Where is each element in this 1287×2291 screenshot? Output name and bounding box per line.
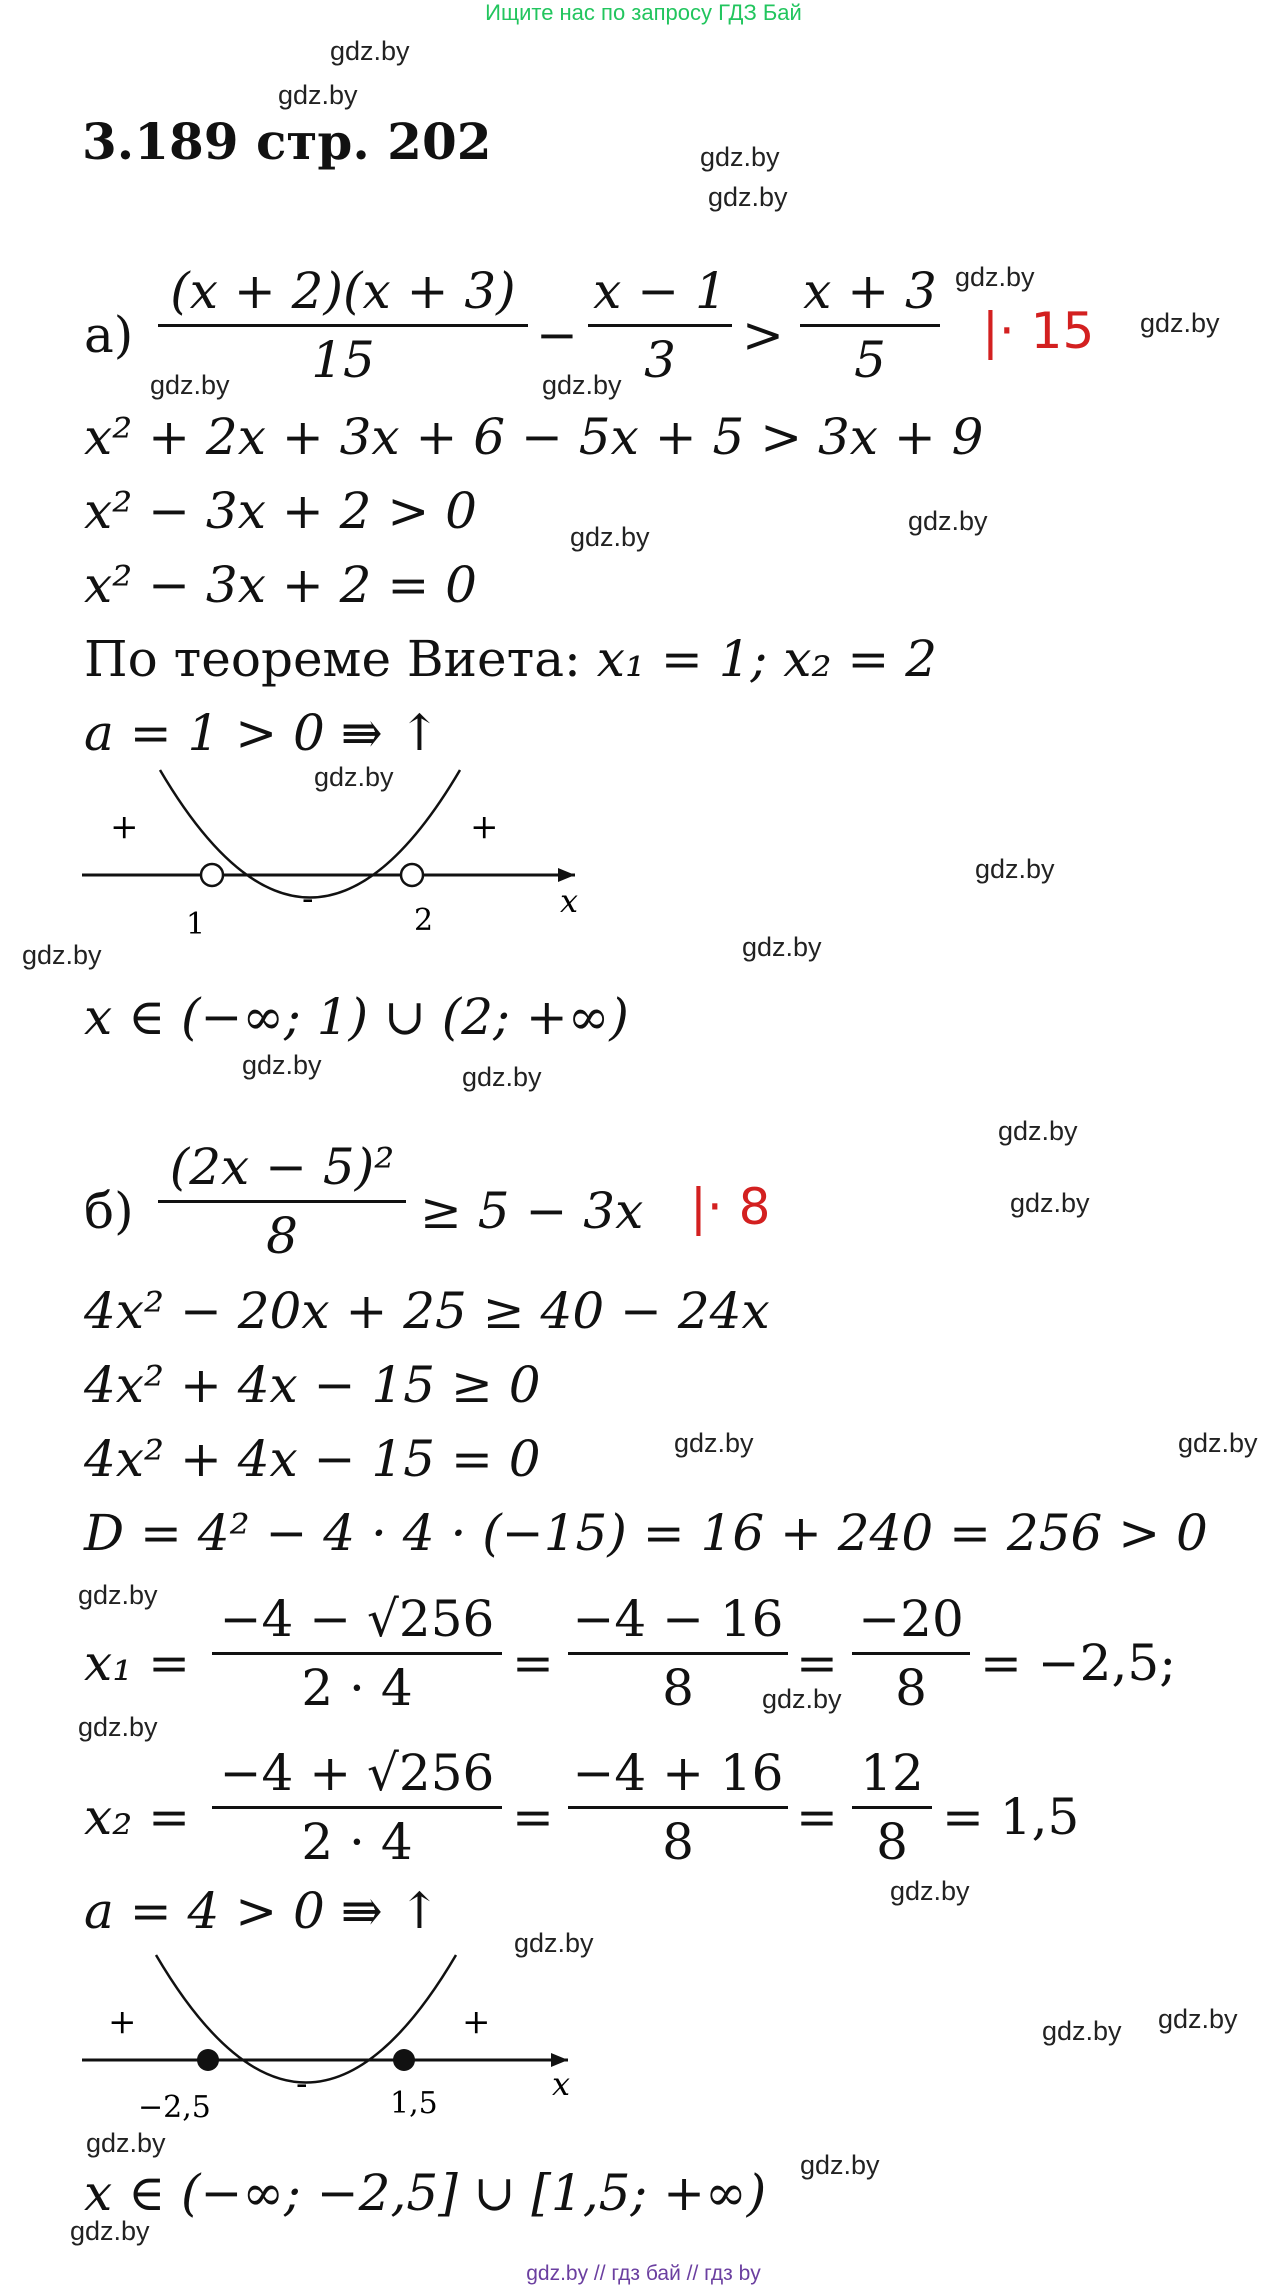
vieta-roots: x₁ = 1; x₂ = 2: [596, 630, 938, 688]
denominator: 8: [662, 1659, 694, 1717]
plus-left-label: +: [110, 807, 139, 847]
x2-lhs: x₂ =: [84, 1788, 191, 1846]
fraction-bar: [800, 324, 940, 327]
watermark: gdz.by: [278, 80, 358, 110]
watermark: gdz.by: [998, 1116, 1078, 1146]
denominator: 8: [876, 1813, 908, 1871]
part-b-step-3: 4x² + 4x − 15 = 0: [84, 1430, 541, 1488]
footer-links[interactable]: gdz.by // гдз бай // гдз by: [526, 2262, 761, 2285]
numerator: (x + 2)(x + 3): [170, 262, 516, 320]
numerator: x + 3: [803, 262, 937, 320]
watermark: gdz.by: [462, 1062, 542, 1092]
denominator: 8: [662, 1813, 694, 1871]
part-b-rhs: ≥ 5 − 3x: [420, 1182, 644, 1240]
plus-right-label: +: [462, 2002, 491, 2042]
watermark: gdz.by: [1042, 2016, 1122, 2046]
watermark: gdz.by: [700, 142, 780, 172]
watermark: gdz.by: [314, 762, 394, 792]
equals-sign: =: [512, 1634, 554, 1692]
denominator: 2 · 4: [301, 1659, 413, 1717]
watermark: gdz.by: [70, 2216, 150, 2246]
part-b-leading-coef: a = 4 > 0 ⇛ ↑: [84, 1882, 441, 1940]
x2-fraction-3: [852, 1742, 932, 1873]
root1-label: 1: [186, 907, 206, 942]
numerator: x − 1: [593, 262, 727, 320]
denominator: 15: [311, 331, 375, 389]
plus-right-label: +: [470, 807, 499, 847]
numerator: −4 − √256: [219, 1590, 495, 1648]
minus-mid-label: -: [302, 879, 314, 919]
numerator: 12: [860, 1744, 924, 1802]
x1-fraction-2: [568, 1588, 788, 1719]
numerator: −4 − 16: [572, 1590, 784, 1648]
part-a-vieta: [84, 630, 937, 688]
minus-sign: −: [536, 306, 578, 364]
numerator: (2x − 5)²: [169, 1138, 395, 1196]
fraction-bar: [568, 1652, 788, 1655]
part-b-sign-graph: [70, 1945, 610, 2145]
numerator: −4 + 16: [572, 1744, 784, 1802]
watermark: gdz.by: [242, 1050, 322, 1080]
denominator: 2 · 4: [301, 1813, 413, 1871]
part-b-step-1: 4x² − 20x + 25 ≥ 40 − 24x: [84, 1282, 770, 1340]
watermark: gdz.by: [1178, 1428, 1258, 1458]
watermark: gdz.by: [330, 36, 410, 66]
watermark: gdz.by: [86, 2128, 166, 2158]
denominator: 8: [266, 1207, 298, 1265]
filled-point-root1: [197, 2049, 219, 2071]
fraction-bar: [212, 1652, 502, 1655]
x1-result: = −2,5;: [980, 1634, 1177, 1692]
part-b-answer: x ∈ (−∞; −2,5] ∪ [1,5; +∞): [84, 2164, 767, 2222]
watermark: gdz.by: [570, 522, 650, 552]
denominator: 3: [644, 331, 676, 389]
part-a-sign-graph: [70, 760, 610, 960]
watermark: gdz.by: [674, 1428, 754, 1458]
watermark: gdz.by: [78, 1580, 158, 1610]
watermark: gdz.by: [78, 1712, 158, 1742]
fraction-bar: [212, 1806, 502, 1809]
top-banner[interactable]: Ищите нас по запросу ГДЗ Бай: [485, 0, 802, 25]
watermark: gdz.by: [975, 854, 1055, 884]
watermark: gdz.by: [22, 940, 102, 970]
fraction-bar: [568, 1806, 788, 1809]
watermark: gdz.by: [955, 262, 1035, 292]
denominator: 8: [895, 1659, 927, 1717]
axis-label: x: [552, 2065, 571, 2103]
part-a-answer: x ∈ (−∞; 1) ∪ (2; +∞): [84, 988, 629, 1046]
open-point-root1: [201, 864, 223, 886]
part-b-fraction: [158, 1136, 406, 1267]
problem-title: 3.189 стр. 202: [82, 112, 492, 171]
part-b-label: б): [84, 1182, 134, 1240]
root2-label: 2: [414, 903, 434, 938]
numerator: −4 + √256: [219, 1744, 495, 1802]
fraction-bar: [852, 1652, 970, 1655]
watermark: gdz.by: [542, 370, 622, 400]
x1-fraction-1: [212, 1588, 502, 1719]
fraction-bar: [158, 324, 528, 327]
watermark: gdz.by: [800, 2150, 880, 2180]
multiplier-8: |· 8: [690, 1178, 771, 1236]
part-a-fraction-1: [158, 260, 528, 391]
watermark: gdz.by: [908, 506, 988, 536]
x2-result: = 1,5: [942, 1788, 1080, 1846]
watermark: gdz.by: [1158, 2004, 1238, 2034]
x1-lhs: x₁ =: [84, 1634, 191, 1692]
watermark: gdz.by: [762, 1684, 842, 1714]
root1-label: −2,5: [138, 2090, 211, 2125]
part-a-step-2: x² − 3x + 2 > 0: [84, 482, 477, 540]
fraction-bar: [852, 1806, 932, 1809]
plus-left-label: +: [108, 2002, 137, 2042]
part-a-fraction-2: [588, 260, 732, 391]
part-a-fraction-3: [800, 260, 940, 391]
multiplier-15: |· 15: [982, 302, 1095, 360]
vieta-text: По теореме Виета:: [84, 630, 597, 688]
denominator: 5: [854, 331, 886, 389]
part-a-label: а): [84, 306, 134, 364]
watermark: gdz.by: [1010, 1188, 1090, 1218]
watermark: gdz.by: [708, 182, 788, 212]
equals-sign: =: [512, 1788, 554, 1846]
fraction-bar: [158, 1200, 406, 1203]
watermark: gdz.by: [890, 1876, 970, 1906]
watermark: gdz.by: [742, 932, 822, 962]
x2-fraction-2: [568, 1742, 788, 1873]
open-point-root2: [401, 864, 423, 886]
greater-sign: >: [742, 306, 784, 364]
numerator: −20: [858, 1590, 964, 1648]
root2-label: 1,5: [390, 2086, 438, 2121]
filled-point-root2: [393, 2049, 415, 2071]
watermark: gdz.by: [150, 370, 230, 400]
equals-sign: =: [796, 1634, 838, 1692]
minus-mid-label: -: [296, 2064, 308, 2104]
x2-fraction-1: [212, 1742, 502, 1873]
part-a-leading-coef: a = 1 > 0 ⇛ ↑: [84, 704, 441, 762]
equals-sign: =: [796, 1788, 838, 1846]
part-a-step-1: x² + 2x + 3x + 6 − 5x + 5 > 3x + 9: [84, 408, 984, 466]
part-a-step-3: x² − 3x + 2 = 0: [84, 556, 477, 614]
fraction-bar: [588, 324, 732, 327]
arrow-icon: [558, 868, 575, 882]
x1-fraction-3: [852, 1588, 970, 1719]
watermark: gdz.by: [514, 1928, 594, 1958]
part-b-step-2: 4x² + 4x − 15 ≥ 0: [84, 1356, 541, 1414]
part-b-discriminant: D = 4² − 4 · 4 · (−15) = 16 + 240 = 256 > 0: [84, 1504, 1208, 1562]
watermark: gdz.by: [1140, 308, 1220, 338]
axis-label: x: [560, 882, 579, 920]
